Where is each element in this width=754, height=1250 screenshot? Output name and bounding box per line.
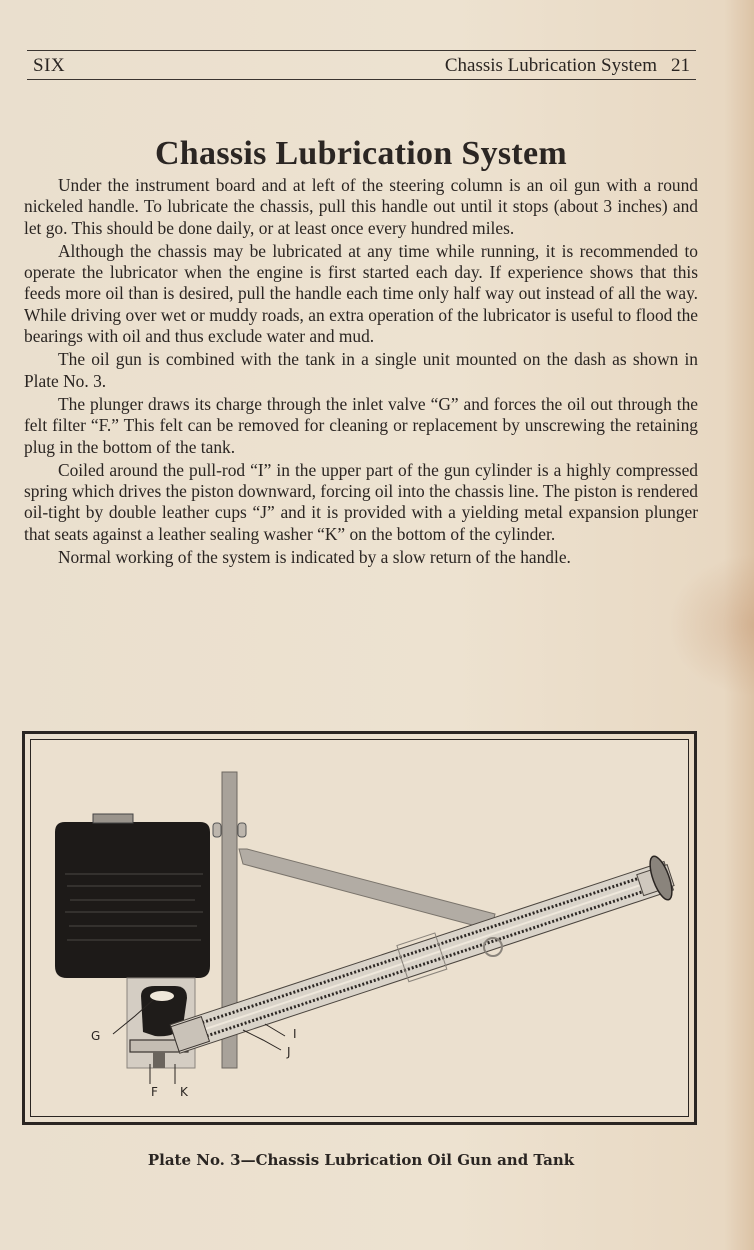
oil-gun-illustration [25,734,700,1128]
plate-illustration [22,731,697,1125]
paragraph: The oil gun is combined with the tank in a single unit mounted on the dash as shown in Plate No. 3. [24,349,698,391]
label-f: F [151,1085,158,1099]
paragraph: The plunger draws its charge through the inlet valve “G” and forces the oil out through the felt filter “F.” This felt can be removed for cleaning or replacement by unscrewing the retaining plug in the bottom of the tank. [24,393,698,457]
chapter-label: SIX [33,55,66,76]
label-g: G [91,1029,101,1043]
plate-caption: Plate No. 3—Chassis Lubrication Oil Gun and Tank [147,1151,575,1169]
page-number: 21 [671,55,690,76]
section-title: Chassis Lubrication System [444,55,657,76]
paragraph: Under the instrument board and at left of the steering column is an oil gun with a round nickeled handle. To lubricate the chassis, pull this handle out until it stops (about 3 inches) and let go. This should be done daily, or at least once every hundred miles. [24,175,698,238]
label-k: K [180,1085,188,1099]
paragraph: Coiled around the pull-rod “I” in the upper part of the gun cylinder is a highly compressed spring which drives the piston downward, forcing oil into the chassis line. The piston is rendered oil-tight by double leather cups “J” and it is provided with a yielding metal expansion plunger that seats against a leather sealing washer “K” on the bottom of the cylinder. [24,459,698,544]
label-j: J [287,1045,291,1059]
body-text [24,175,698,570]
paragraph: Although the chassis may be lubricated at any time while running, it is recommended to operate the lubricator when the engine is first started each day. If experience shows that this feeds more oil than is desired, pull the handle each time only half way out instead of all the way. While driving over wet or muddy roads, an extra operation of the lubricator is useful to flood the bearings with oil and thus exclude water and mud. [24,240,698,347]
label-i: I [293,1027,297,1041]
page-title: Chassis Lubrication System [154,134,568,172]
running-head [27,50,696,80]
paragraph: Normal working of the system is indicated by a slow return of the handle. [58,547,571,568]
running-head-right [445,55,690,77]
